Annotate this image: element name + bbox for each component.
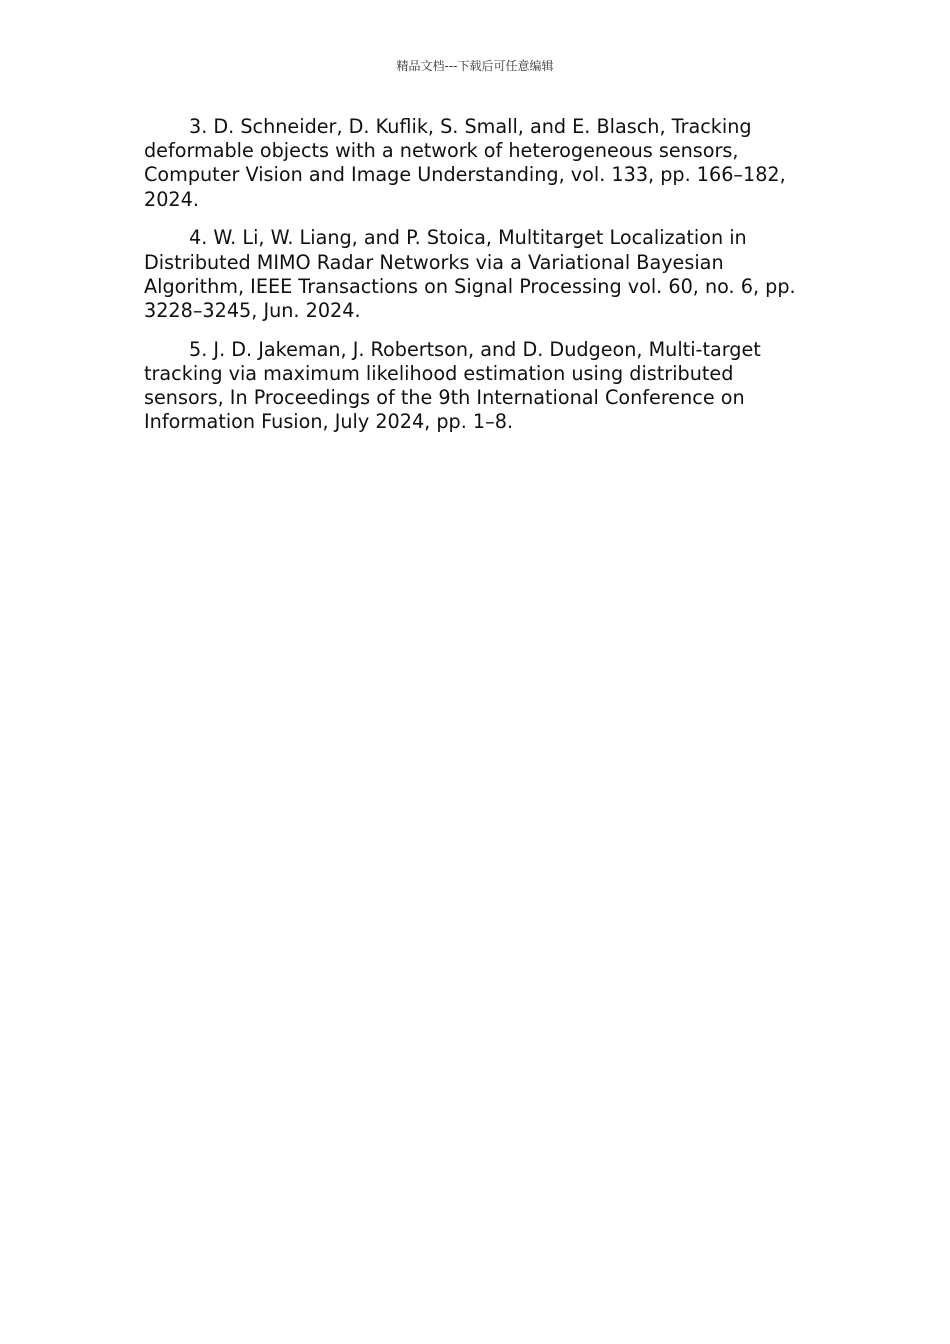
page-header: 精品文档---下载后可任意编辑: [396, 59, 554, 73]
reference-item: 5. J. D. Jakeman, J. Robertson, and D. Dudgeon, Multi-target tracking via maximum likelihood estimation using distributed sensors, In Proceedings of the 9th International Conference on Information Fusion, July 2024, pp. 1–8.: [144, 337, 761, 434]
reference-item: 4. W. Li, W. Liang, and P. Stoica, Multitarget Localization in Distributed MIMO Radar Networks via a Variational Bayesian Algorithm, IEEE Transactions on Signal Processing vol. 60, no. 6, pp. 3228–3245, Jun. 2024.: [144, 226, 796, 322]
reference-list: [144, 115, 806, 449]
reference-item: 3. D. Schneider, D. Kuflik, S. Small, and E. Blasch, Tracking deformable objects with a network of heterogeneous sensors, Computer Vision and Image Understanding, vol. 133, pp. 166–182, 2024.: [144, 115, 786, 211]
